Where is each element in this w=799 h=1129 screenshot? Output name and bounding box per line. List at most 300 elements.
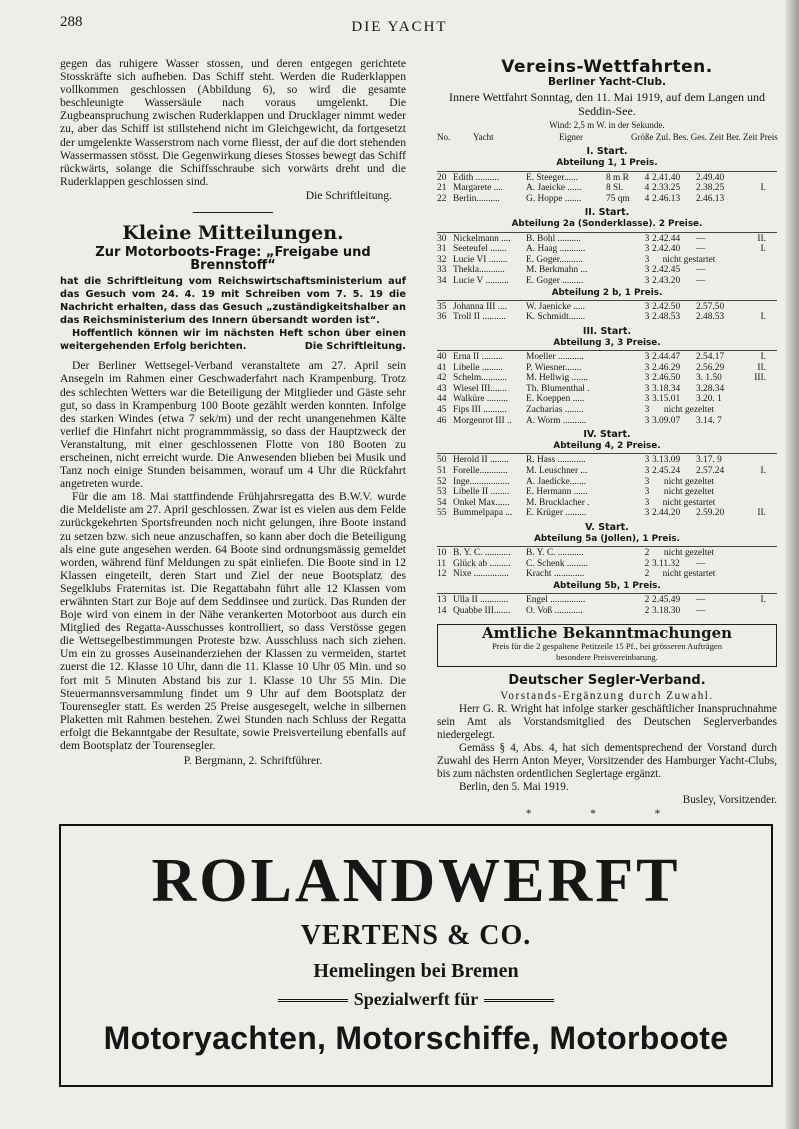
yacht-name: Thekla........... xyxy=(453,265,505,276)
allowance: 2 xyxy=(644,594,650,605)
boat-number: 21 xyxy=(437,183,447,194)
boat-number: 41 xyxy=(437,362,447,373)
boat-size xyxy=(606,455,642,466)
corrected-time: 2.54.17 xyxy=(696,351,725,362)
allowance: 2 xyxy=(644,605,650,616)
total-time: 3.09.07 xyxy=(652,415,681,426)
yacht-name: Erna II ......... xyxy=(453,351,503,362)
result-row xyxy=(437,466,777,477)
total-time: nicht gestartet xyxy=(662,569,716,580)
ad-products: Motoryachten, Motorschiffe, Motorboote xyxy=(103,1020,729,1056)
ad-company-sub: VERTENS & CO. xyxy=(300,920,532,951)
corrected-time: — xyxy=(696,244,706,255)
motorboots-signature: Die Schriftleitung. xyxy=(304,341,406,353)
owner-name: A. Worm .......... xyxy=(526,415,587,426)
boat-size: 8 m R xyxy=(606,172,629,183)
boat-number: 14 xyxy=(437,605,447,616)
allowance: 3 xyxy=(644,362,650,373)
result-row xyxy=(437,173,777,184)
dsv-paragraph-2: Gemäss § 4, Abs. 4, hat sich dementsprechend der Vorstand durch Zuwahl des Herrn Anton Meyer, Vorsitzender des Hamburger Yacht-Clubs, bis zum nächsten ordentlichen Seglertage ergänzt. xyxy=(437,742,777,781)
corrected-time xyxy=(726,548,766,559)
result-row xyxy=(437,416,777,427)
allowance: 2 xyxy=(644,558,650,569)
results-table xyxy=(437,146,777,616)
motorboots-hope-text: Hoffentlich können wir im nächsten Heft schon über einen weitergehenden Erfolg berichten. xyxy=(60,328,406,353)
allowance: 4 xyxy=(644,193,650,204)
boat-size xyxy=(606,595,642,606)
boat-size xyxy=(606,384,642,395)
owner-name: A. Haag ........... xyxy=(526,244,586,255)
yacht-name: Ulla II ............ xyxy=(453,594,509,605)
page-edge xyxy=(785,0,799,1129)
corrected-time: 2.57.24 xyxy=(696,465,725,476)
corrected-time: — xyxy=(696,265,706,276)
total-time: 2.46.50 xyxy=(652,373,681,384)
owner-name: O. Voß ............ xyxy=(526,605,583,616)
abteilung-heading: Abteilung 1, 1 Preis. xyxy=(437,158,777,171)
total-time: 2.45.49 xyxy=(652,594,681,605)
result-row xyxy=(437,183,777,194)
prize xyxy=(726,559,766,570)
boat-number: 30 xyxy=(437,233,447,244)
boat-size xyxy=(606,276,642,287)
corrected-time: 2.38.25 xyxy=(696,183,725,194)
result-row xyxy=(437,244,777,255)
result-row xyxy=(437,487,777,498)
dsv-heading: Deutscher Segler-Verband. xyxy=(508,673,706,689)
boat-number: 44 xyxy=(437,394,447,405)
dsv-stars: * * * xyxy=(525,808,689,821)
owner-name: Moeller ........... xyxy=(526,351,584,362)
boat-size xyxy=(606,302,642,313)
motorboots-hope xyxy=(60,327,406,353)
boat-number: 33 xyxy=(437,265,447,276)
ad-company-name: ROLANDWERFT xyxy=(151,847,681,915)
corrected-time: 3.17. 9 xyxy=(696,455,722,466)
dsv-subtitle: Vorstands-Ergänzung durch Zuwahl. xyxy=(500,690,714,703)
boat-size xyxy=(606,352,642,363)
bergmann-signature: P. Bergmann, 2. Schriftführer. xyxy=(183,754,323,768)
running-head: DIE YACHT xyxy=(351,19,448,35)
yacht-name: Onkel Max...... xyxy=(453,497,510,508)
boat-number: 20 xyxy=(437,172,447,183)
yacht-name: Libelle II ........ xyxy=(453,487,510,498)
prize: II. xyxy=(757,508,766,519)
result-row xyxy=(437,363,777,374)
result-row xyxy=(437,595,777,606)
yacht-name: Fips III .......... xyxy=(453,404,507,415)
result-row xyxy=(437,559,777,570)
start-heading: III. Start. xyxy=(582,325,632,337)
yacht-name: Glück ab ......... xyxy=(453,558,511,569)
result-row xyxy=(437,194,777,205)
allowance: 3 xyxy=(644,394,650,405)
vereins-wettfahrten-heading: Vereins-Wettfahrten. xyxy=(501,57,713,77)
corrected-time: 2.48.53 xyxy=(696,312,725,323)
result-row xyxy=(437,508,777,519)
corrected-time xyxy=(726,405,766,416)
owner-name: W. Jaenicke ..... xyxy=(526,301,586,312)
ad-spezial-text: Spezialwerft für xyxy=(353,989,479,1009)
result-row xyxy=(437,265,777,276)
owner-name: A. Jaedicke....... xyxy=(526,476,587,487)
total-time: nicht gezeltet xyxy=(663,476,715,487)
boat-size xyxy=(606,569,642,580)
left-column xyxy=(60,57,406,767)
berliner-paragraph-2: Für die am 18. Mai stattfindende Frühjahrsregatta des B.W.V. wurde die Meldeliste am 27. April geschlossen. Zwar ist es vielen aus dem Felde zurückgekehrten Sportsfreunden noch nicht gelungen, ihre Boote instand zu setzen bzw. sich neue anzuschaffen, so kann aber doch die Beteiligung als eine gute angesehen werden. 64 Boote sind ordnungsmässig gemeldet worden, während fünf Meldungen zu spät einliefen. Die Boote sind in 12 Klassen eingeteilt, deren Start und Ziel der neue Bootsplatz des Segelklubs Fraternitas ist. Die Regattabahn führt alle 12 Klassen vom erwähnten Start zur Boje auf dem Seddinsee und zurück. Das Runden der Boje wird von einem in der Nähe verankerten Motorboot aus durch ein Mitglied des Regatta-Ausschusses kontrolliert, so dass Verstösse gegen die Wettsegelbestimmungen Proteste bzw. Ausschluss nach sich ziehen. Um ein zu grosses Auseinanderziehen der Klassen zu vermeiden, startet zuerst die 12. Klasse 10 Uhr, dann die 11. Klasse 10 Uhr 05 Min. und so fort mit 5 Minuten Abstand bis zur 1. Klasse 10 Uhr 55 Min. Die Steuermannsversammlung findet um 9 Uhr auf dem Bootsplatz der Tourensegler statt. Es werden 25 Preise ausgesegelt, welche in silbernen Plaketten mit Rahmen bestehen. Zwei Stunden nach Schluss der Regatta erfolgt die Bekanntgabe der Resultate, sowie Preisverteilung ebenfalls auf dem Bootsplatz der Tourensegler. xyxy=(60,490,406,753)
yacht-name: Troll II .......... xyxy=(453,312,506,323)
boat-size xyxy=(606,405,642,416)
prize: II. xyxy=(757,362,766,373)
boat-size: 75 qm xyxy=(606,193,630,204)
total-time: 2.41.40 xyxy=(652,172,681,183)
boat-number: 11 xyxy=(437,558,447,569)
boat-size xyxy=(606,373,642,384)
owner-name: M. Leuschner ... xyxy=(526,465,588,476)
result-row xyxy=(437,234,777,245)
intro-text xyxy=(60,57,406,188)
start-heading: V. Start. xyxy=(585,521,629,533)
result-row xyxy=(437,477,777,488)
owner-name: M. Berkmahn ... xyxy=(526,265,588,276)
boat-number: 53 xyxy=(437,487,447,498)
berliner-text xyxy=(60,359,406,752)
prize: I. xyxy=(760,351,766,362)
divider xyxy=(193,212,273,213)
kleine-mitteilungen-heading: Kleine Mitteilungen. xyxy=(122,222,344,245)
prize xyxy=(726,384,766,395)
boat-size xyxy=(606,548,642,559)
yacht-name: Lucie VI ........ xyxy=(453,254,508,265)
corrected-time: — xyxy=(696,605,706,616)
owner-name: B. Y. C. ........... xyxy=(526,548,584,559)
owner-name: E. Goger ......... xyxy=(526,275,584,286)
yacht-name: Inge................. xyxy=(453,476,510,487)
amtliche-price: Preis für die 2 gespaltene Petitzeile 15 Pf., bei grösseren Aufträgen xyxy=(491,641,723,652)
col-rest: Größe Zul. Bes. Ges. Zeit Ber. Zeit Preis xyxy=(631,132,778,143)
total-time: 3.18.34 xyxy=(652,383,681,394)
owner-name: M. Hellwig ....... xyxy=(526,373,588,384)
yacht-name: Morgenrot III .. xyxy=(453,415,512,426)
boat-number: 31 xyxy=(437,244,447,255)
boat-number: 13 xyxy=(437,594,447,605)
total-time: 3.11.32 xyxy=(652,558,680,569)
amtliche-price-note: besondere Preisvereinbarung. xyxy=(556,651,658,662)
ad-rule-left xyxy=(278,999,348,1002)
abteilung-heading: Abteilung 3, 3 Preise. xyxy=(437,338,777,351)
boat-size xyxy=(606,394,642,405)
total-time: 2.42.40 xyxy=(652,244,681,255)
boat-number: 52 xyxy=(437,476,447,487)
boat-size xyxy=(606,234,642,245)
boat-size xyxy=(606,606,642,617)
allowance: 4 xyxy=(644,172,650,183)
corrected-time xyxy=(726,498,766,509)
corrected-time: 2.46.13 xyxy=(696,193,725,204)
amtliche-box xyxy=(437,624,777,667)
owner-name: Engel ............... xyxy=(526,594,586,605)
corrected-time xyxy=(726,487,766,498)
total-time: 3.18.30 xyxy=(652,605,681,616)
prize: II. xyxy=(757,233,766,244)
boat-number: 45 xyxy=(437,404,447,415)
total-time: 2.42.50 xyxy=(652,301,681,312)
result-row xyxy=(437,255,777,266)
dsv-date: Berlin, den 5. Mai 1919. xyxy=(459,781,569,794)
result-row xyxy=(437,569,777,580)
intro-paragraph: gegen das ruhigere Wasser stossen, und deren entgegen gerichtete Stosskräfte sich aufheben. Das Schiff steht. Werden die Ruderklappen vollkommen geschlossen (Abbildung 6), so wird die gesamte beschleunigte Wassersäule nach voraus umgelenkt. Die Zugbeanspruchung zwischen Ruderklappen und Drucklager nimmt weder zu, aber das Schiff ist stillstehend nicht im Gleichgewicht, da fortgesetzt der umgelenkte Wasserstrom nach vorne fliesst, der auf die dort stehenden Wassermassen stösst. Die Gegenwirkung dieses Stosses bewegt das Schiff rückwärts, solange die Schiffsschraube sich vorwärts dreht und die Ruderklappen geschlossen sind. xyxy=(60,57,406,188)
corrected-time: 2.57.50 xyxy=(696,301,725,312)
boat-number: 34 xyxy=(437,275,447,286)
boat-size xyxy=(606,559,642,570)
total-time: 2.42.45 xyxy=(652,265,681,276)
total-time: 2.46.29 xyxy=(652,362,681,373)
owner-name: Zacharias ........ xyxy=(526,404,584,415)
allowance: 3 xyxy=(644,351,650,362)
intro-signature: Die Schriftleitung. xyxy=(305,188,392,202)
prize xyxy=(726,173,766,184)
owner-name: E. Koeppen ..... xyxy=(526,394,585,405)
allowance: 3 xyxy=(644,301,650,312)
corrected-time: 3.14. 7 xyxy=(696,415,722,426)
wind-info: Wind: 2,5 m W. in der Sekunde. xyxy=(549,120,665,131)
total-time: 3.15.01 xyxy=(652,394,681,405)
owner-name: K. Schmidt....... xyxy=(526,312,586,323)
yacht-name: Edith .......... xyxy=(453,172,500,183)
corrected-time: 3.28.34 xyxy=(696,383,725,394)
boat-size xyxy=(606,363,642,374)
boat-size xyxy=(606,487,642,498)
prize xyxy=(726,302,766,313)
yacht-name: Johanna III .... xyxy=(453,301,508,312)
boat-size xyxy=(606,265,642,276)
ad-spezial xyxy=(61,989,771,1010)
boat-size xyxy=(606,416,642,427)
result-row xyxy=(437,498,777,509)
allowance: 3 xyxy=(644,254,650,265)
allowance: 3 xyxy=(644,312,650,323)
allowance: 2 xyxy=(644,548,650,559)
allowance: 3 xyxy=(644,233,650,244)
total-time: 2.44.20 xyxy=(652,508,681,519)
result-row xyxy=(437,276,777,287)
prize xyxy=(726,276,766,287)
yacht-name: Herold II ........ xyxy=(453,455,509,466)
corrected-time: 2.56.29 xyxy=(696,362,725,373)
club-name: Berliner Yacht-Club. xyxy=(547,76,667,89)
total-time: 2.44.47 xyxy=(652,351,681,362)
prize xyxy=(726,606,766,617)
boat-size xyxy=(606,255,642,266)
owner-name: A. Jaeicke ...... xyxy=(526,183,582,194)
corrected-time: 3.20. 1 xyxy=(696,394,722,405)
prize xyxy=(726,455,766,466)
results-header xyxy=(437,132,777,143)
prize: III. xyxy=(754,373,766,384)
owner-name: G. Hoppe ....... xyxy=(526,193,582,204)
total-time: 2.42.44 xyxy=(652,233,681,244)
total-time: nicht gestartet xyxy=(662,497,716,508)
boat-number: 50 xyxy=(437,455,447,466)
dsv-text xyxy=(437,690,777,821)
allowance: 2 xyxy=(644,569,650,580)
allowance: 3 xyxy=(644,508,650,519)
boat-number: 35 xyxy=(437,301,447,312)
corrected-time: — xyxy=(696,594,706,605)
yacht-name: Bummelpapa ... xyxy=(453,508,513,519)
corrected-time: — xyxy=(696,275,706,286)
ad-location: Hemelingen bei Bremen xyxy=(313,960,519,982)
prize xyxy=(726,394,766,405)
owner-name: Th. Blumenthal . xyxy=(526,383,590,394)
yacht-name: Nickelmann .... xyxy=(453,233,511,244)
boat-number: 43 xyxy=(437,383,447,394)
owner-name: E. Krüger ......... xyxy=(526,508,587,519)
start-heading: IV. Start. xyxy=(583,429,631,441)
boat-size xyxy=(606,312,642,323)
boat-number: 51 xyxy=(437,465,447,476)
boat-size: 8 Sl. xyxy=(606,183,624,194)
boat-number: 12 xyxy=(437,569,447,580)
boat-number: 10 xyxy=(437,548,447,559)
allowance: 3 xyxy=(644,373,650,384)
ad-rule-right xyxy=(484,999,554,1002)
yacht-name: Quabbe III....... xyxy=(453,605,511,616)
prize: I. xyxy=(760,594,766,605)
result-row xyxy=(437,312,777,323)
start-heading: II. Start. xyxy=(584,207,630,219)
yacht-name: Nixe ............... xyxy=(453,569,509,580)
total-time: nicht gestartet xyxy=(662,254,716,265)
corrected-time: 3. 1.50 xyxy=(696,373,722,384)
allowance: 3 xyxy=(644,383,650,394)
result-row xyxy=(437,384,777,395)
boat-number: 32 xyxy=(437,254,447,265)
total-time: 2.48.53 xyxy=(652,312,681,323)
abteilung-heading: Abteilung 2a (Sonderklasse). 2 Preise. xyxy=(437,219,777,232)
total-time: 2.43.20 xyxy=(652,275,681,286)
boat-size xyxy=(606,466,642,477)
prize xyxy=(726,265,766,276)
abteilung-heading: Abteilung 5a (Jollen), 1 Preis. xyxy=(437,534,777,547)
abteilung-heading: Abteilung 4, 2 Preise. xyxy=(437,441,777,454)
corrected-time xyxy=(726,477,766,488)
boat-number: 36 xyxy=(437,312,447,323)
prize xyxy=(726,416,766,427)
boat-size xyxy=(606,477,642,488)
total-time: nicht gezeltet xyxy=(663,404,715,415)
allowance: 3 xyxy=(644,487,650,498)
corrected-time xyxy=(726,255,766,266)
corrected-time: 2.59.20 xyxy=(696,508,725,519)
owner-name: R. Hass ............ xyxy=(526,455,586,466)
motorboots-heading: Zur Motorboots-Frage: „Freigabe und Brennstoff“ xyxy=(95,245,371,274)
allowance: 3 xyxy=(644,455,650,466)
amtliche-heading: Amtliche Bekanntmachungen xyxy=(481,624,733,643)
allowance: 3 xyxy=(644,265,650,276)
prize: I. xyxy=(760,465,766,476)
allowance: 3 xyxy=(644,275,650,286)
yacht-name: B. Y. C. ........... xyxy=(453,548,511,559)
boat-size xyxy=(606,498,642,509)
owner-name: Kracht ............. xyxy=(526,569,585,580)
result-row xyxy=(437,373,777,384)
owner-name: M. Brucklacher . xyxy=(526,497,590,508)
prize: I. xyxy=(760,183,766,194)
boat-number: 42 xyxy=(437,373,447,384)
berliner-paragraph-1: Der Berliner Wettsegel-Verband veranstaltete am 27. April sein Ansegeln im Rahmen einer Geschwaderfahrt nach Krampenburg. Trotz des schlechten Wetters war die Beteiligung der Mitglieder und Gäste sehr gut, so dass in Krampenburg 100 Boote gezählt werden konnten. Infolge des starken Windes (etwa 7 sek/m) und der recht unangenehmen Kälte verlief die Hinfahrt nicht programmmässig, so dass der Hauptzweck der Veranstaltung, mit einer geschlossenen Flotte von 180 Booten zu erscheinen, nicht erreicht wurde. Die Anwesenden blieben bei Musik und Tanz noch einige Stunden beisammen, worauf um 4 Uhr die Rückfahrt angetreten wurde. xyxy=(60,359,406,491)
total-time: 2.33.25 xyxy=(652,183,681,194)
rolandwerft-advertisement xyxy=(59,824,773,1087)
yacht-name: Berlin.......... xyxy=(453,193,500,204)
allowance: 4 xyxy=(644,183,650,194)
yacht-name: Walküre ......... xyxy=(453,394,508,405)
result-row xyxy=(437,394,777,405)
prize xyxy=(726,194,766,205)
allowance: 3 xyxy=(644,476,650,487)
result-row xyxy=(437,352,777,363)
corrected-time: — xyxy=(696,558,706,569)
col-yacht: Yacht xyxy=(473,132,494,143)
dsv-signature: Busley, Vorsitzender. xyxy=(682,794,777,807)
start-heading: I. Start. xyxy=(586,146,628,158)
total-time: 2.46.13 xyxy=(652,193,681,204)
total-time: nicht gezeltet xyxy=(663,487,715,498)
yacht-name: Libelle ......... xyxy=(453,362,503,373)
corrected-time: — xyxy=(696,233,706,244)
yacht-name: Lucie V .......... xyxy=(453,275,509,286)
yacht-name: Margarete .... xyxy=(453,183,504,194)
yacht-name: Wiesel III....... xyxy=(453,383,507,394)
owner-name: P. Wiesner....... xyxy=(526,362,582,373)
corrected-time: 2.49.40 xyxy=(696,172,725,183)
abteilung-heading: Abteilung 5b, 1 Preis. xyxy=(437,581,777,594)
abteilung-heading: Abteilung 2 b, 1 Preis. xyxy=(437,288,777,301)
boat-number: 55 xyxy=(437,508,447,519)
yacht-name: Seeteufel ....... xyxy=(453,244,507,255)
result-row xyxy=(437,405,777,416)
total-time: 3.13.09 xyxy=(652,455,681,466)
owner-name: E. Goger.......... xyxy=(526,254,583,265)
result-row xyxy=(437,548,777,559)
boat-number: 22 xyxy=(437,193,447,204)
allowance: 3 xyxy=(644,244,650,255)
col-no: No. xyxy=(437,132,451,143)
race-description: Innere Wettfahrt Sonntag, den 11. Mai 1919, auf dem Langen und Seddin-See. xyxy=(449,90,765,119)
prize: I. xyxy=(760,312,766,323)
owner-name: C. Schenk ......... xyxy=(526,558,588,569)
right-column xyxy=(437,57,778,821)
boat-number: 40 xyxy=(437,351,447,362)
total-time: 2.45.24 xyxy=(652,465,681,476)
allowance: 3 xyxy=(644,497,650,508)
boat-size xyxy=(606,244,642,255)
result-row xyxy=(437,455,777,466)
corrected-time xyxy=(726,569,766,580)
allowance: 3 xyxy=(644,465,650,476)
boat-size xyxy=(606,508,642,519)
prize: I. xyxy=(760,244,766,255)
result-row xyxy=(437,302,777,313)
allowance: 3 xyxy=(644,404,650,415)
owner-name: E. Steeger...... xyxy=(526,172,579,183)
page-number: 288 xyxy=(60,14,83,30)
col-eigner: Eigner xyxy=(559,132,583,143)
dsv-paragraph-1: Herr G. R. Wright hat infolge starker geschäftlicher Inanspruchnahme sein Amt als Vorstandsmitglied des Deutschen Seglerverbandes niedergelegt. xyxy=(437,703,777,742)
total-time: nicht gezeltet xyxy=(663,548,715,559)
result-row xyxy=(437,606,777,617)
owner-name: E. Hermann ...... xyxy=(526,487,588,498)
